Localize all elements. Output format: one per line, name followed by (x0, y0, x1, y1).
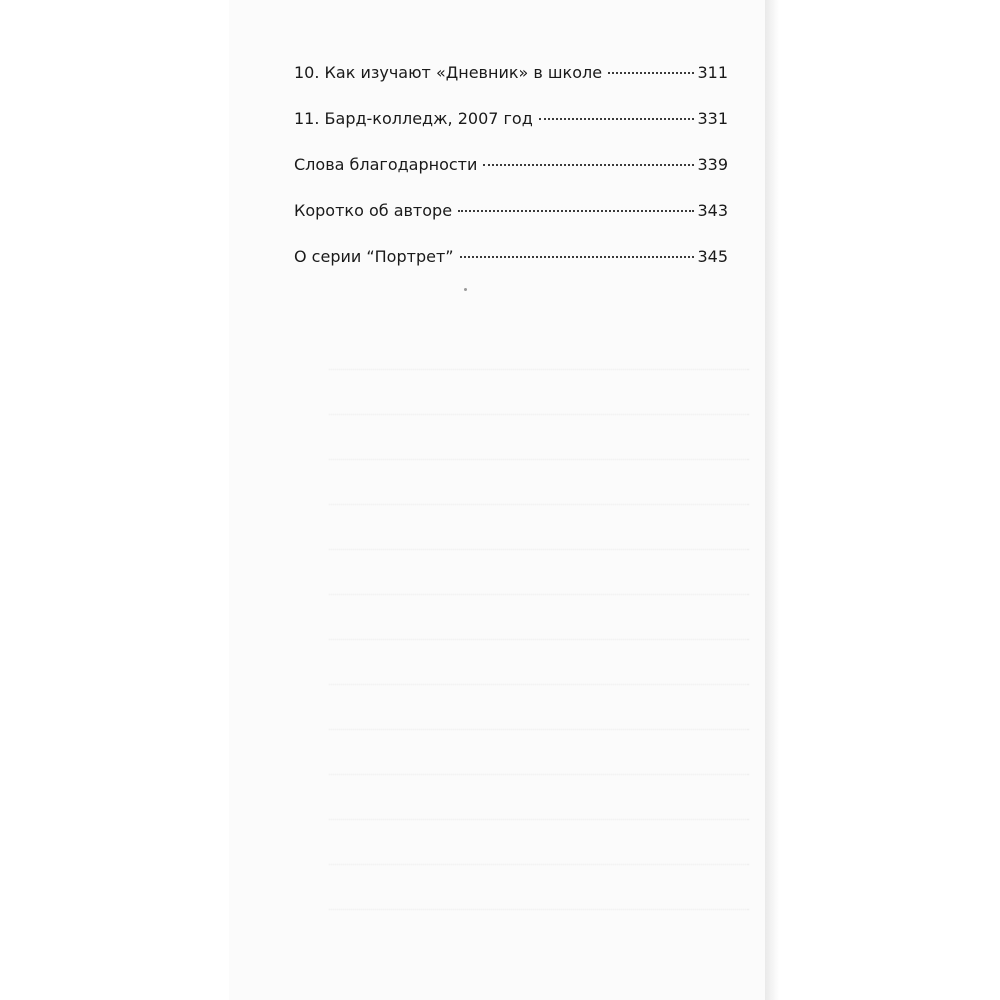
show-through-line (329, 550, 749, 595)
toc-entry-title: 11. Бард-колледж, 2007 год (294, 109, 533, 128)
toc-entry-page: 331 (697, 109, 728, 128)
show-through-line (329, 685, 749, 730)
toc-entry-page: 339 (697, 155, 728, 174)
paper-speck (464, 288, 467, 291)
show-through-line (329, 370, 749, 415)
show-through-line (329, 820, 749, 865)
toc-entry (294, 60, 728, 106)
show-through-line (329, 640, 749, 685)
show-through-line (329, 865, 749, 910)
table-of-contents (294, 60, 728, 290)
show-through-line (329, 730, 749, 775)
toc-entry (294, 198, 728, 244)
dot-leader (539, 118, 695, 120)
dot-leader (608, 72, 694, 74)
toc-entry (294, 244, 728, 290)
toc-entry-page: 343 (697, 201, 728, 220)
toc-entry (294, 106, 728, 152)
page-edge-shadow (765, 0, 779, 1000)
show-through-line (329, 775, 749, 820)
dot-leader (458, 210, 694, 212)
show-through-line (329, 505, 749, 550)
toc-entry-title: 10. Как изучают «Дневник» в школе (294, 63, 603, 82)
dot-leader (460, 256, 695, 258)
toc-entry-title: О серии “Портрет” (294, 247, 454, 266)
toc-entry-title: Слова благодарности (294, 155, 478, 174)
book-page (229, 0, 769, 1000)
show-through-line (329, 415, 749, 460)
show-through-line (329, 595, 749, 640)
show-through-line (329, 325, 749, 370)
toc-entry-page: 345 (697, 247, 728, 266)
show-through-line (329, 460, 749, 505)
toc-entry (294, 152, 728, 198)
toc-entry-title: Коротко об авторе (294, 201, 453, 220)
toc-entry-page: 311 (697, 63, 728, 82)
dot-leader (483, 164, 694, 166)
